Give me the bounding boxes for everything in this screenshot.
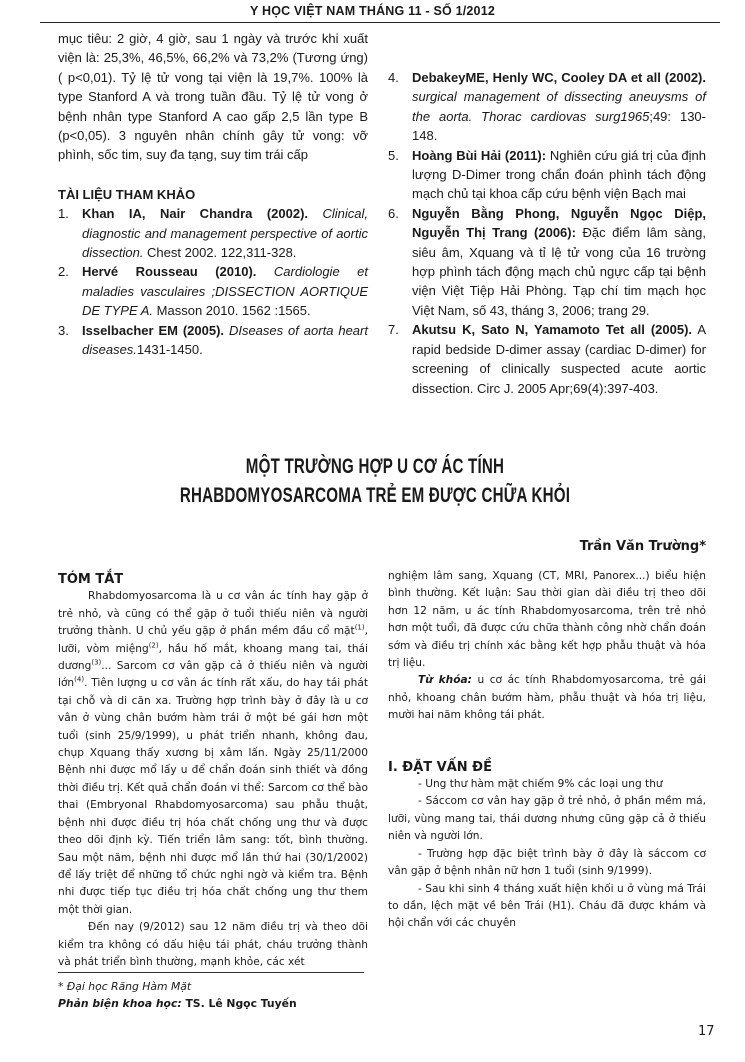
abstract-text: , hầu hố mắt, khoang mang tai, thái dương xyxy=(58,642,368,673)
section-paragraph: - Ung thư hàm mặt chiếm 9% các loại ung thư xyxy=(418,778,663,791)
prev-article-right-column xyxy=(388,68,706,398)
reference-title: surgical management of dissecting aneuysms of the aorta. Thorac cardiovas surg1965 xyxy=(412,89,706,124)
reference-source: ;49: 130- 148. xyxy=(412,108,706,144)
citation: (1) xyxy=(354,623,365,632)
reference-item xyxy=(388,146,706,204)
citation: (4) xyxy=(74,675,85,684)
footnote-rule xyxy=(58,972,364,973)
reference-item xyxy=(58,262,368,320)
citation: (2) xyxy=(148,641,159,650)
reference-number: 6. xyxy=(388,205,399,221)
section-paragraph: - Sau khi sinh 4 tháng xuất hiện khối u ở vùng má Trái to dần, lệch mặt về bên Trái (H1). Cháu đã được khám và hội chẩn với các chuyên xyxy=(388,882,706,930)
reference-title: DIseases of aorta heart diseases. xyxy=(82,322,368,358)
reference-title: Clinical, diagnostic and management perspective of aortic dissection. xyxy=(82,206,368,261)
reference-authors: Khan IA, Nair Chandra (2002). xyxy=(82,206,309,222)
reference-number: 7. xyxy=(388,322,399,338)
abstract-text: . Tiên lượng u cơ vân ác tính rất xấu, do hay tái phát tại chỗ và di căn xa. Trường hợp trình bày ở đây là u cơ vân ở vùng chân bướm hàm trái ở một bé gái hơn một tuổi (sinh 25/9/1999), u phát triển nhanh, không đau, chụp Xquang thấy xương bị xâm lấn. Ngày 25/11/2000 Bệnh nhi được mổ lấy u để chẩn đoán sinh thiết và đồng thời điều trị. Kết quả chẩn đoán vi thể: Sarcom cơ thể bào thai (Embryonal Rhabdomyosarcoma) sau phẫu thuật, bệnh nhi được điều trị hóa chất chống ung thư và được theo dõi định kỳ. Tiến triển lâm sang: tốt, bình thường. Sau một năm, bệnh nhi được mổ lần thứ hai (30/1/2002) để lấy triệt để những tổ chức nghi ngờ và kiểm tra. Bệnh nhi được tiếp tục điều trị hóa chất chống ung thư them một thời gian. xyxy=(58,677,368,916)
keywords-label: Từ khóa: xyxy=(418,674,472,687)
reference-number: 2. xyxy=(58,264,69,280)
reference-item xyxy=(388,320,706,398)
references-list-left xyxy=(58,204,368,359)
reference-item xyxy=(388,204,706,320)
reference-number: 1. xyxy=(58,206,69,222)
footnotes xyxy=(58,978,297,1012)
abstract-text: ... Sarcom cơ vân gặp cả ở thiếu niên và người lớn xyxy=(58,660,368,690)
abstract-column xyxy=(58,571,368,971)
reference-source: Masson 2010. 1562 :1565. xyxy=(156,303,311,319)
page-number: 17 xyxy=(698,1024,715,1039)
section-paragraph: - Sáccom cơ vân hay gặp ở trẻ nhỏ, ở phần mềm má, lưỡi, vùng mang tai, thái dương nhưng cũng gặp cả ở thiếu niên và người lớn. xyxy=(388,795,706,843)
reference-authors: Hervé Rousseau (2010). xyxy=(82,264,257,280)
section-paragraph: - Trường hợp đặc biệt trình bày ở đây là sáccom cơ vân gặp ở bệnh nhân nữ hơn 1 tuổi (sinh 9/1999). xyxy=(388,847,706,878)
section-heading: I. ĐẶT VẤN ĐỀ xyxy=(388,759,492,775)
references-heading: TÀI LIỆU THAM KHẢO xyxy=(58,186,196,202)
keywords-text: u cơ ác tính Rhabdomyosarcoma, trẻ gái nhỏ, khoang chân bướm hàm, phẫu thuật và hóa trị liệu, mười hai năm không tái phát. xyxy=(388,674,706,722)
abstract-text: Rhabdomyosarcoma là u cơ vân ác tính hay gặp ở trẻ nhỏ, và cũng có thể gặp ở tuổi thiếu niên và người trưởng thành. U chủ yếu gặp ở phần mềm đầu cổ mặt xyxy=(58,590,368,638)
reference-number: 3. xyxy=(58,322,69,338)
running-header: Y HỌC VIỆT NAM THÁNG 11 - SỐ 1/2012 xyxy=(249,4,496,18)
abstract-text: , lưỡi, vòm miệng xyxy=(58,625,368,655)
keywords xyxy=(388,672,706,724)
prev-article-conclusion: mục tiêu: 2 giờ, 4 giờ, sau 1 ngày và trước khi xuất viện là: 25,3%, 46,5%, 66,2% và 73,2% (Tương ứng) ( p<0,01). Tỷ lệ tử vong tại viện là 19,7%. 100% là type Stanford A và trong tuần đầu. Tỷ lệ tử vong ở bệnh nhân type Stanford A cao gấp 2,5 lần type B (p<0,05). 3 nguyên nhân chính gây tử vong: vỡ phình, sốc tim, suy đa tạng, suy tim trái cấp xyxy=(58,31,368,163)
prev-article-left-column xyxy=(58,29,368,360)
reference-source: Chest 2002. 122,311-328. xyxy=(147,245,297,261)
reference-authors: Isselbacher EM (2005). xyxy=(82,322,225,338)
reference-authors: Akutsu K, Sato N, Yamamoto Tet all (2005). xyxy=(412,322,693,338)
reference-item xyxy=(388,68,706,146)
footnote-reviewer-label: Phản biện khoa học: xyxy=(58,997,182,1010)
article-author: Trần Văn Trường* xyxy=(579,539,706,554)
reference-number: 4. xyxy=(388,70,399,85)
footnote-affiliation: * Đại học Răng Hàm Mặt xyxy=(58,980,192,993)
reference-authors: Nguyễn Bằng Phong, Nguyễn Ngọc Diệp, Nguyễn Thị Trang (2006): xyxy=(412,205,706,241)
abstract-paragraph xyxy=(58,588,368,919)
article-title-line2: RHABDOMYOSARCOMA TRẺ EM ĐƯỢC CHỮA KHỎI xyxy=(179,484,571,507)
reference-item xyxy=(58,204,368,262)
reference-number: 5. xyxy=(388,147,399,163)
abstract-paragraph-2: Đến nay (9/2012) sau 12 năm điều trị và theo dõi kiểm tra không có dấu hiệu tái phát, cháu trưởng thành và phát triển bình thường, mạnh khỏe, các xét xyxy=(58,921,368,968)
reference-title: Đặc điểm lâm sàng, siêu âm, Xquang và tỉ lệ tử vong của 16 trường hợp phình tách động mạch chủ ngực cấp tại bệnh viện Việt Tiệp Hải Phòng. Tạp chí tim mạch học Việt Nam, số 43, tháng 3, 2006; trang 29. xyxy=(412,225,706,318)
reference-item xyxy=(58,321,368,360)
abstract-heading: TÓM TẮT xyxy=(58,572,124,587)
abstract-continued-column xyxy=(388,568,706,933)
reference-title: A rapid bedside D-dimer assay (cardiac D-dimer) for screening of clinically suspected acute aortic dissection. Circ J. 2005 Apr;69(4):397-403. xyxy=(412,322,706,396)
abstract-paragraph-2-continued xyxy=(388,568,706,672)
reference-authors: DebakeyME, Henly WC, Cooley DA et all (2002). xyxy=(412,70,706,85)
reference-title: Nghiên cứu giá trị của định lượng D-Dimer trong chẩn đoán phình tách động mạch chủ tại khoa cấp cứu bệnh viện Bạch mai xyxy=(412,147,707,202)
references-list-right xyxy=(388,68,706,398)
reference-source: 1431-1450. xyxy=(136,342,203,358)
abstract-continued-text: nghiệm lâm sang, Xquang (CT, MRI, Panorex...) biểu hiện bình thường. Kết luận: Sau thời gian dài điều trị theo dõi hơn 12 năm, u ác tính Rhabdomyosarcoma, trên trẻ nhỏ hơn một tuổi, đã được cứu chữa thành công nhờ chẩn đoán sớm và điều trị chính xác bằng kết hợp phẫu thuật và hóa trị liệu. xyxy=(388,570,706,670)
reference-authors: Hoàng Bùi Hải (2011): xyxy=(412,147,547,163)
footnote-reviewer: TS. Lê Ngọc Tuyến xyxy=(181,997,297,1010)
header-rule xyxy=(40,22,720,23)
citation: (3) xyxy=(91,658,102,667)
article-title-line1: MỘT TRƯỜNG HỢP U CƠ ÁC TÍNH xyxy=(245,455,505,478)
reference-title: Cardiologie et maladies vasculaires ;DISSECTION AORTIQUE DE TYPE A. xyxy=(82,264,368,319)
